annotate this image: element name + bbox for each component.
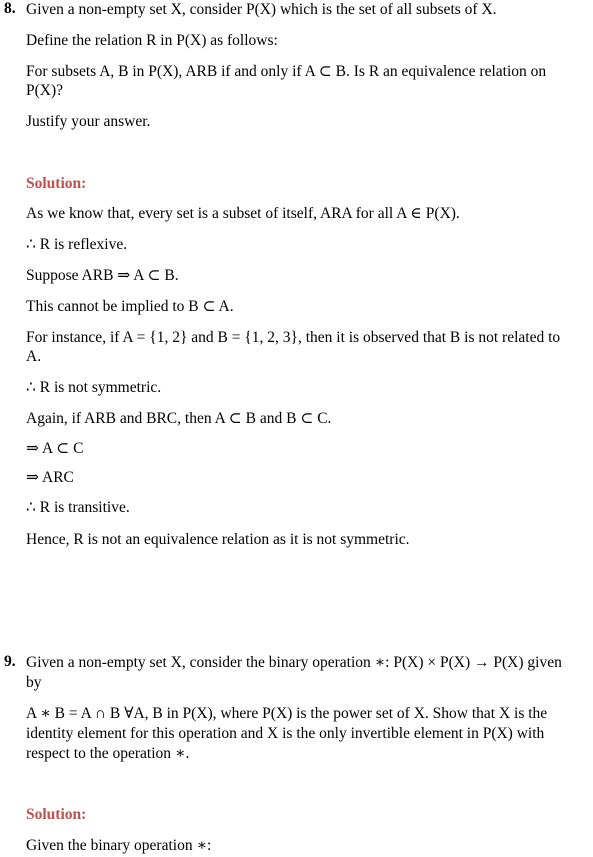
question-text: respect to the operation ∗. [26, 745, 190, 762]
solution-line: ⇒ A ⊂ C [26, 440, 84, 457]
solution-heading: Solution: [26, 806, 87, 823]
solution-line: As we know that, every set is a subset of itself, ARA for all A ∈ P(X). [26, 205, 460, 222]
solution-line: ∴ R is transitive. [26, 499, 130, 516]
solution-line: For instance, if A = {1, 2} and B = {1, 2, 3}, then it is observed that B is not related to [26, 329, 561, 346]
question-number: 9. [4, 653, 16, 670]
question-text: identity element for this operation and X is the only invertible element in P(X) with [26, 725, 545, 742]
solution-line: ∴ R is reflexive. [26, 236, 128, 253]
question-text: Given a non-empty set X, consider the binary operation ∗: P(X) × P(X) → P(X) given [26, 654, 562, 671]
solution-line: Given the binary operation ∗: [26, 837, 212, 854]
solution-line: ∴ R is not symmetric. [26, 379, 162, 396]
solution-line: A. [26, 348, 42, 365]
question-text: by [26, 674, 42, 691]
solution-heading: Solution: [26, 175, 87, 192]
solution-line: Suppose ARB ⇒ A ⊂ B. [26, 267, 179, 284]
solution-line: This cannot be implied to B ⊂ A. [26, 298, 234, 315]
question-text: Define the relation R in P(X) as follows: [26, 32, 278, 49]
question-number: 8. [4, 0, 16, 17]
question-text: P(X)? [26, 82, 64, 99]
question-text: A ∗ B = A ∩ B ∀A, B in P(X), where P(X) is the power set of X. Show that X is the [26, 705, 548, 722]
solution-line: Again, if ARB and BRC, then A ⊂ B and B ⊂ C. [26, 410, 332, 427]
question-text: Justify your answer. [26, 113, 151, 130]
question-text: For subsets A, B in P(X), ARB if and only if A ⊂ B. Is R an equivalence relation on [26, 63, 547, 80]
solution-line: Hence, R is not an equivalence relation as it is not symmetric. [26, 531, 410, 548]
solution-line: ⇒ ARC [26, 469, 74, 486]
question-text: Given a non-empty set X, consider P(X) which is the set of all subsets of X. [26, 1, 497, 18]
